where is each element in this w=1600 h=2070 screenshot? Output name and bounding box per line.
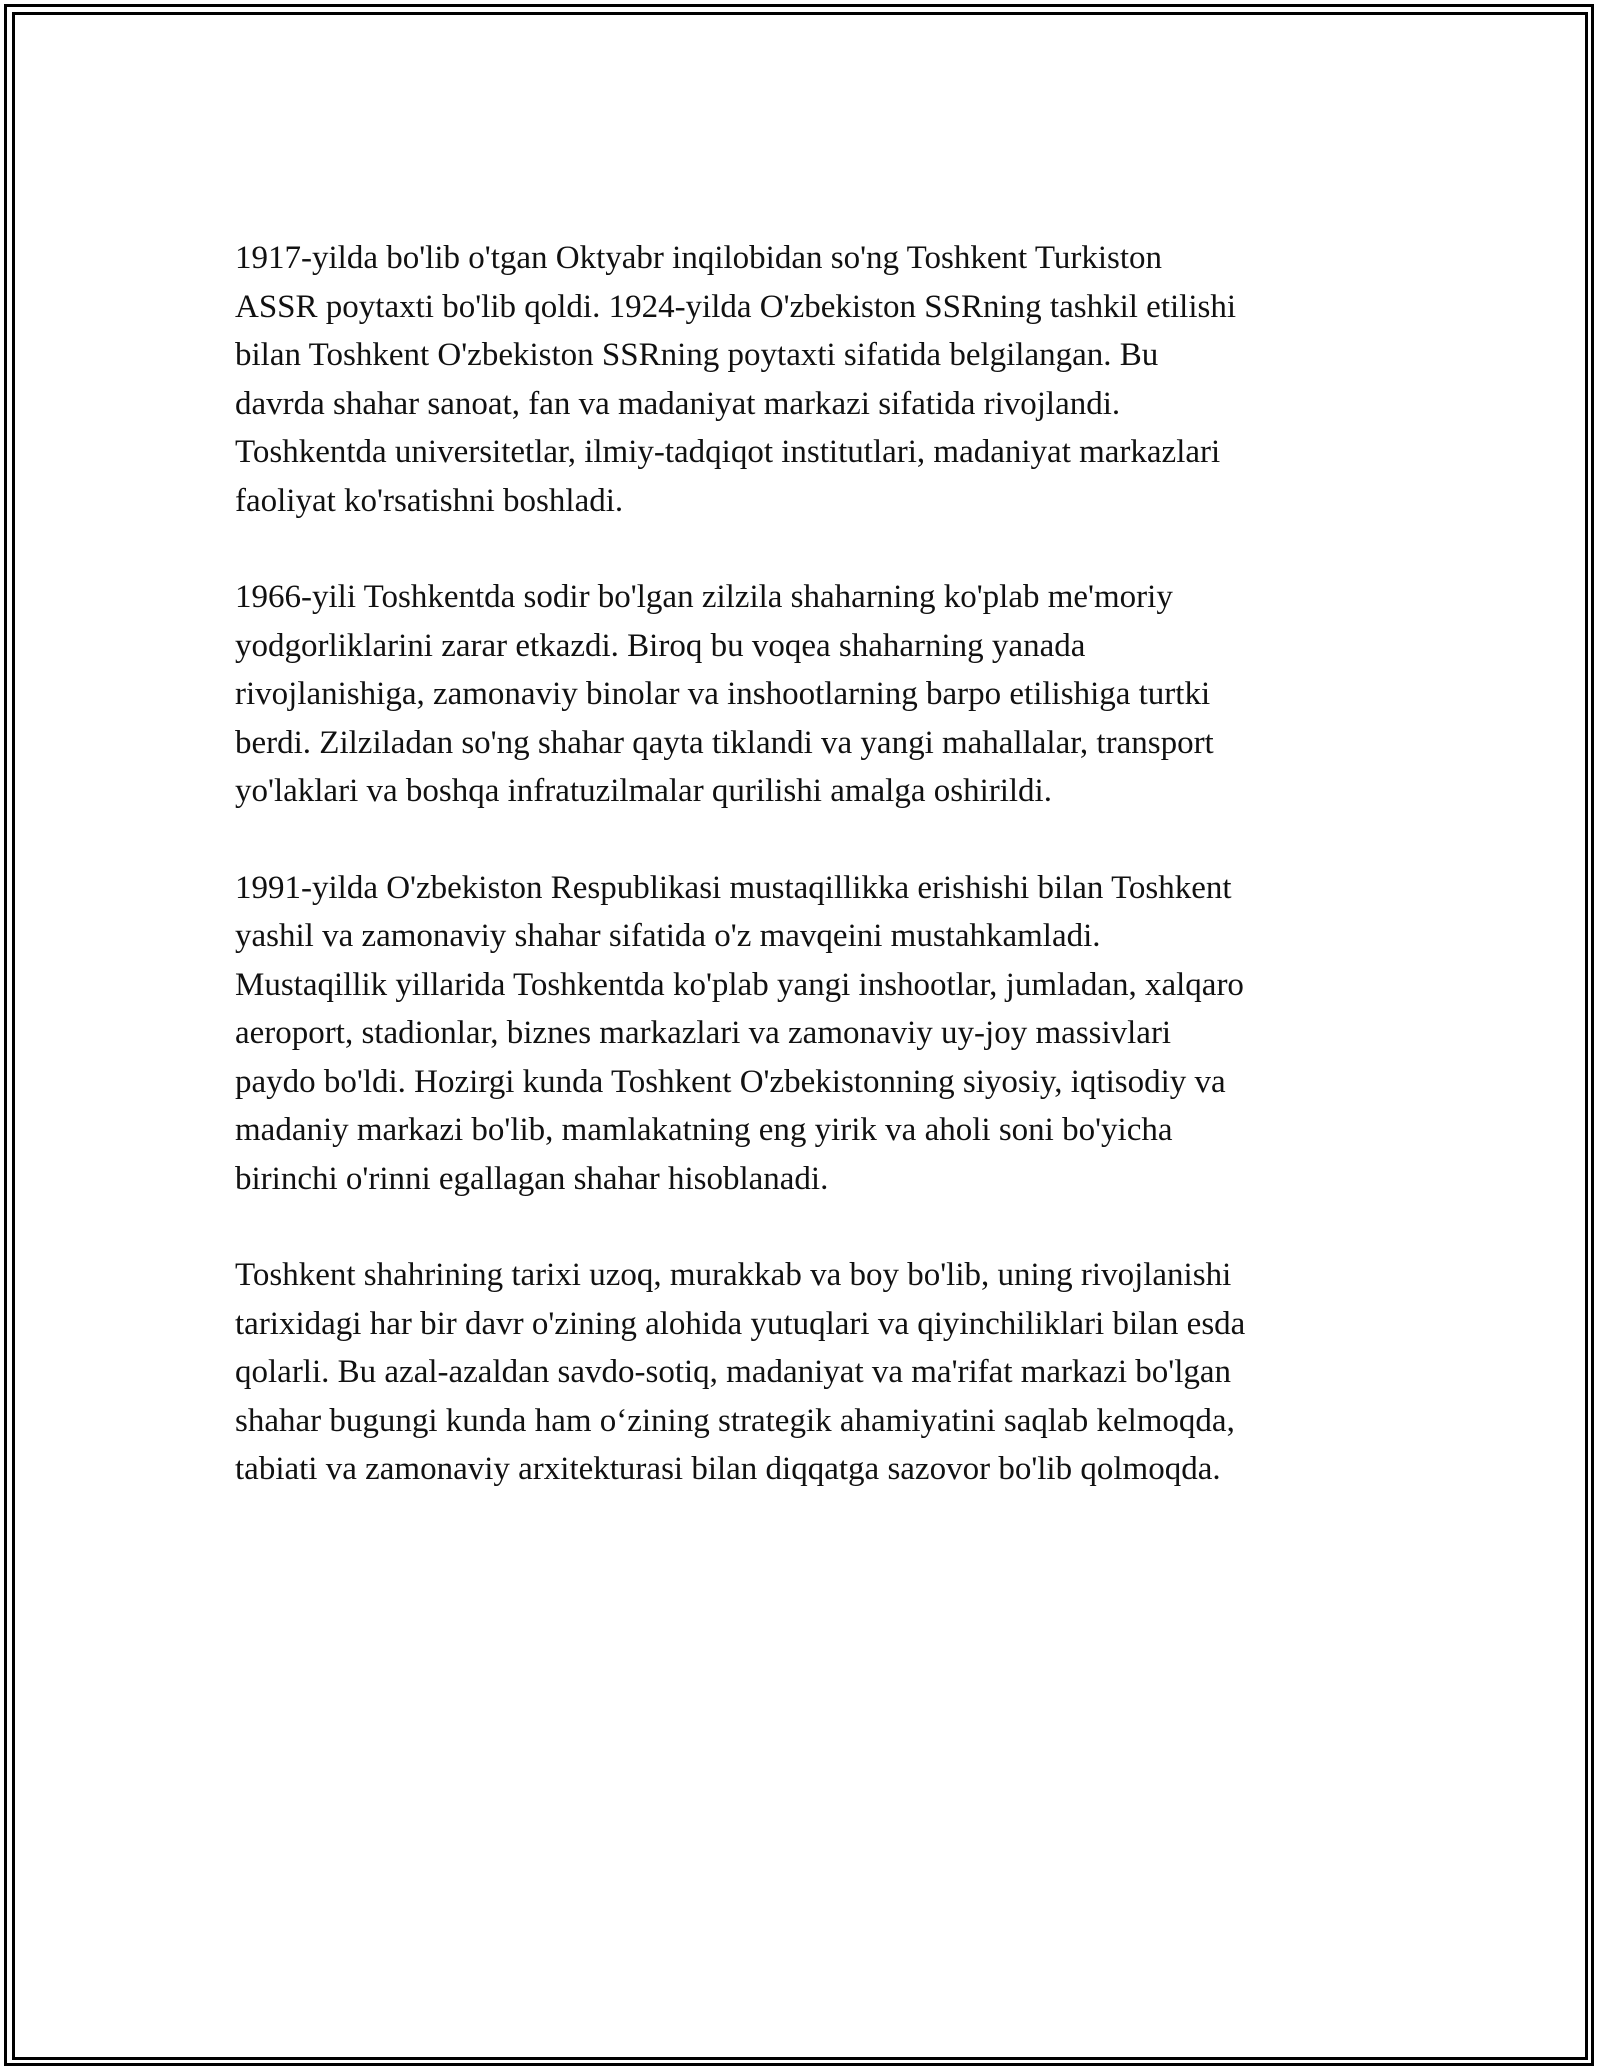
paragraph-1917-revolution: 1917-yilda bo'lib o'tgan Oktyabr inqilobidan so'ng Toshkent Turkiston ASSR poytaxti bo'lib qoldi. 1924-yilda O'zbekiston SSRning tashkil etilishi bilan Toshkent O'zbekiston SSRning poytaxti sifatida belgilangan. Bu davrda shahar sanoat, fan va madaniyat markazi sifatida rivojlandi. Toshkentda universitetlar, ilmiy-tadqiqot institutlari, madaniyat markazlari faoliyat ko'rsatishni boshladi. [235, 240, 1237, 519]
paragraph-history-summary: Toshkent shahrining tarixi uzoq, murakkab va boy bo'lib, uning rivojlanishi tarixidagi har bir davr o'zining alohida yutuqlari va qiyinchiliklari bilan esda qolarli. Bu azal-azaldan savdo-sotiq, madaniyat va ma'rifat markazi bo'lgan shahar bugungi kunda ham oʻzining strategik ahamiyatini saqlab kelmoqda, tabiati va zamonaviy arxitekturasi bilan diqqatga sazovor bo'lib qolmoqda. [235, 1257, 1246, 1487]
paragraph-1966-earthquake: 1966-yili Toshkentda sodir bo'lgan zilzila shaharning ko'plab me'moriy yodgorliklarini zarar etkazdi. Biroq bu voqea shaharning yanada rivojlanishiga, zamonaviy binolar va inshootlarning barpo etilishiga turtki berdi. Zilziladan so'ng shahar qayta tiklandi va yangi mahallalar, transport yo'laklari va boshqa infratuzilmalar qurilishi amalga oshirildi. [235, 579, 1214, 809]
document-body [235, 234, 1370, 1542]
paragraph-1991-independence: 1991-yilda O'zbekiston Respublikasi mustaqillikka erishishi bilan Toshkent yashil va zamonaviy shahar sifatida o'z mavqeini mustahkamladi. Mustaqillik yillarida Toshkentda ko'plab yangi inshootlar, jumladan, xalqaro aeroport, stadionlar, biznes markazlari va zamonaviy uy-joy massivlari paydo bo'ldi. Hozirgi kunda Toshkent O'zbekistonning siyosiy, iqtisodiy va madaniy markazi bo'lib, mamlakatning eng yirik va aholi soni bo'yicha birinchi o'rinni egallagan shahar hisoblanadi. [235, 869, 1244, 1197]
